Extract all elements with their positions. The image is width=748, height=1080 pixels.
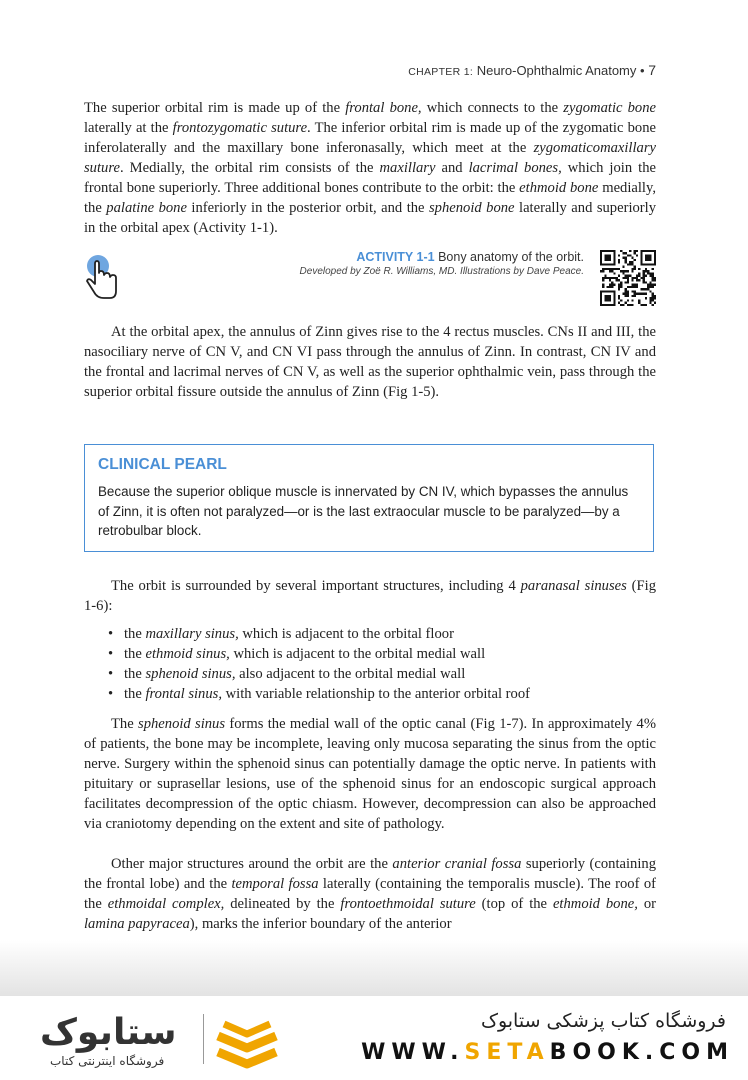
activity-credit: Developed by Zoë R. Williams, MD. Illustrations by Dave Peace. [299, 266, 584, 277]
page-header [408, 62, 656, 78]
clinical-pearl-body: Because the superior oblique muscle is innervated by CN IV, which bypasses the annulus of Zinn, it is often not paralyzed—or is the last extraocular muscle to be paralyzed—by a retrobulbar block. [98, 484, 629, 538]
paragraph-3-text: The orbit is surrounded by several important structures, including 4 paranasal sinuses (Fig 1-6): [84, 578, 656, 614]
store-name: فروشگاه کتاب پزشکی ستابوک [480, 1010, 726, 1032]
store-url[interactable]: WWW.SETABOOK.COM [361, 1040, 734, 1065]
watermark-footer [0, 996, 748, 1080]
qr-code-icon[interactable] [600, 250, 656, 306]
activity-title: Bony anatomy of the orbit. [438, 250, 584, 264]
logo-subtitle: فروشگاه اینترنتی کتاب [50, 1054, 165, 1068]
logo-wordmark: ستابوک [40, 1012, 177, 1053]
paragraph-4 [84, 714, 656, 834]
paragraph-5-text: Other major structures around the orbit are the anterior cranial fossa superiorly (containing the frontal lobe) and the temporal fossa laterally (containing the temporalis muscle). The roof of the ethmoidal complex, delineated by the frontoethmoidal suture (top of the ethmoid bone, or lamina papyracea), marks the inferior boundary of the anterior [84, 856, 656, 932]
pointing-hand-icon[interactable] [84, 254, 120, 302]
header-bullet: • [640, 63, 645, 78]
paragraph-3 [84, 576, 656, 616]
book-logo-icon [212, 1006, 282, 1076]
clinical-pearl-box [84, 444, 654, 552]
paragraph-2 [84, 322, 656, 402]
paragraph-5 [84, 854, 656, 934]
list-item: • the frontal sinus, with variable relationship to the anterior orbital roof [108, 684, 656, 704]
paragraph-1-text: The superior orbital rim is made up of the frontal bone, which connects to the zygomatic bone laterally at the frontozygomatic suture. The inferior orbital rim is made up of the zygomatic bone inferolaterally and the maxillary bone inferonasally, which meet at the zygomaticomaxillary suture. Medially, the orbital rim consists of the maxillary and lacrimal bones, which join the frontal bone superiorly. Three additional bones contribute to the orbit: the ethmoid bone medially, the palatine bone inferiorly in the posterior orbit, and the sphenoid bone laterally and superiorly in the orbital apex (Activity 1-1). [84, 100, 657, 236]
footer-fade [0, 940, 748, 1000]
list-item: • the sphenoid sinus, also adjacent to the orbital medial wall [108, 664, 656, 684]
paragraph-2-text: At the orbital apex, the annulus of Zinn gives rise to the 4 rectus muscles. CNs II and III, the nasociliary nerve of CN V, and CN VI pass through the annulus of Zinn. In contrast, CN IV and the frontal and lacrimal nerves of CN V, as well as the superior ophthalmic vein, pass through the superior orbital fissure outside the annulus of Zinn (Fig 1-5). [84, 324, 656, 400]
chapter-label: CHAPTER 1: [408, 66, 474, 78]
activity-box[interactable] [84, 250, 656, 310]
clinical-pearl-title: CLINICAL PEARL [98, 456, 227, 473]
page-number: 7 [648, 62, 656, 78]
logo-divider [203, 1014, 204, 1064]
activity-caption [300, 250, 584, 277]
activity-label: ACTIVITY 1-1 [356, 250, 435, 264]
paragraph-4-text: The sphenoid sinus forms the medial wall of the optic canal (Fig 1-7). In approximately 4% of patients, the bone may be incomplete, leaving only mucosa separating the sinus from the optic nerve. Surgery within the sphenoid sinus can potentially damage the optic nerve. In patients with pituitary or suprasellar lesions, use of the sphenoid sinus for an endoscopic surgical approach facilitates decompression of the optic chiasm. However, decompression can also be approached via craniotomy depending on the extent and site of pathology. [84, 716, 656, 832]
chapter-title: Neuro-Ophthalmic Anatomy [476, 63, 637, 78]
sinus-list [84, 624, 656, 704]
paragraph-1 [84, 98, 656, 238]
list-item: • the ethmoid sinus, which is adjacent to the orbital medial wall [108, 644, 656, 664]
list-item: • the maxillary sinus, which is adjacent to the orbital floor [108, 624, 656, 644]
